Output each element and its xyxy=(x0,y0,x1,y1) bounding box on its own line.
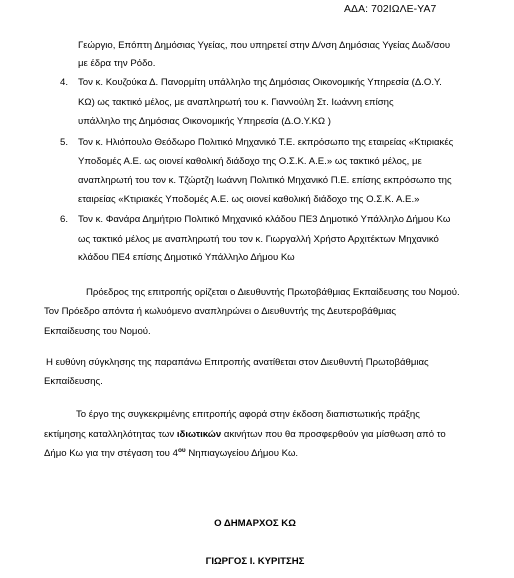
item5-line4: εταιρείας «Κτιριακές Υποδομές Α.Ε. ως οιονεί καθολική διάδοχο της Ο.Σ.Κ. Α.Ε.» xyxy=(78,194,420,205)
item4-line2: ΚΩ) ως τακτικό μέλος, με αναπληρωτή του κ. Γιαννούλη Στ. Ιωάννη επίσης xyxy=(78,97,394,108)
item5-line1: Τον κ. Ηλιόπουλο Θεόδωρο Πολιτικό Μηχανικό Τ.Ε. εκπρόσωπο της εταιρείας «Κτιριακές xyxy=(78,137,454,148)
item6-line2: ως τακτικό μέλος με αναπληρωτή του τον κ. Γιωργαλλή Χρήστο Αρχιτέκτων Μηχανικό xyxy=(78,234,439,245)
task-line3-start: Δήμο Κω για την στέγαση του 4 xyxy=(44,448,178,459)
item4-line1: Τον κ. Κουζούκα Δ. Πανορμίτη υπάλληλο της Δημόσιας Οικονομικής Υπηρεσία (Δ.Ο.Υ. xyxy=(78,77,442,88)
task-line2-bold: ιδιωτικών xyxy=(176,429,222,440)
signature-title: Ο ΔΗΜΑΡΧΟΣ ΚΩ xyxy=(214,518,296,529)
item6-line3: κλάδου ΠΕ4 επίσης Δημοτικό Υπάλληλο Δήμου Κω xyxy=(78,252,295,263)
item4-line3: υπάλληλο της Δημόσιας Οικονομικής Υπηρεσία (Δ.Ο.Υ.ΚΩ ) xyxy=(78,116,331,127)
item3-line2: με έδρα την Ρόδο. xyxy=(78,58,156,69)
item4-number: 4. xyxy=(60,77,69,88)
task-paragraph-line1: Το έργο της συγκεκριμένης επιτροπής αφορά στην έκδοση διαπιστωτικής πράξης xyxy=(76,409,420,420)
ada-code: ΑΔΑ: 702ΙΩΛΕ-ΥΑ7 xyxy=(344,4,437,15)
item3-line1: Γεώργιο, Επόπτη Δημόσιας Υγείας, που υπηρετεί στην Δ/νση Δημόσιας Υγείας Δωδ/σου xyxy=(78,40,451,51)
item5-number: 5. xyxy=(60,137,69,148)
task-line3-sup: ου xyxy=(177,447,186,454)
task-paragraph-line3 xyxy=(44,448,298,459)
president-paragraph-line1: Πρόεδρος της επιτροπής ορίζεται ο Διευθυντής Πρωτοβάθμιας Εκπαίδευσης του Νομού. xyxy=(86,287,460,298)
signature-name: ΓΙΩΡΓΟΣ Ι. ΚΥΡΙΤΣΗΣ xyxy=(205,556,305,567)
president-paragraph-line3: Εκπαίδευσης του Νομού. xyxy=(44,326,151,337)
task-line2-end: ακινήτων που θα προσφερθούν για μίσθωση από το xyxy=(221,429,446,440)
task-line2-start: εκτίμησης καταλληλότητας των xyxy=(44,429,177,440)
item5-line2: Υποδομές Α.Ε. ως οιονεί καθολική διάδοχο της Ο.Σ.Κ. Α.Ε.» ως τακτικό μέλος, με xyxy=(78,156,422,167)
convening-paragraph-line2: Εκπαίδευσης. xyxy=(44,376,103,387)
item5-line3: αναπληρωτή του τον κ. Τζώρτζη Ιωάννη Πολιτικό Μηχανικό Π.Ε. επίσης εκπρόσωπο της xyxy=(78,175,452,186)
president-paragraph-line2: Τον Πρόεδρο απόντα ή κωλυόμενο αναπληρώνει ο Διευθυντής της Δευτεροβάθμιας xyxy=(44,306,396,317)
item6-line1: Τον κ. Φανάρα Δημήτριο Πολιτικό Μηχανικό κλάδου ΠΕ3 Δημοτικό Υπάλληλο Δήμου Κω xyxy=(78,214,451,225)
item6-number: 6. xyxy=(60,214,69,225)
task-line3-end: Νηπιαγωγείου Δήμου Κω. xyxy=(185,448,299,459)
task-paragraph-line2 xyxy=(44,430,446,440)
convening-paragraph-line1: Η ευθύνη σύγκλησης της παραπάνω Επιτροπής ανατίθεται στον Διευθυντή Πρωτοβάθμιας xyxy=(46,357,429,368)
